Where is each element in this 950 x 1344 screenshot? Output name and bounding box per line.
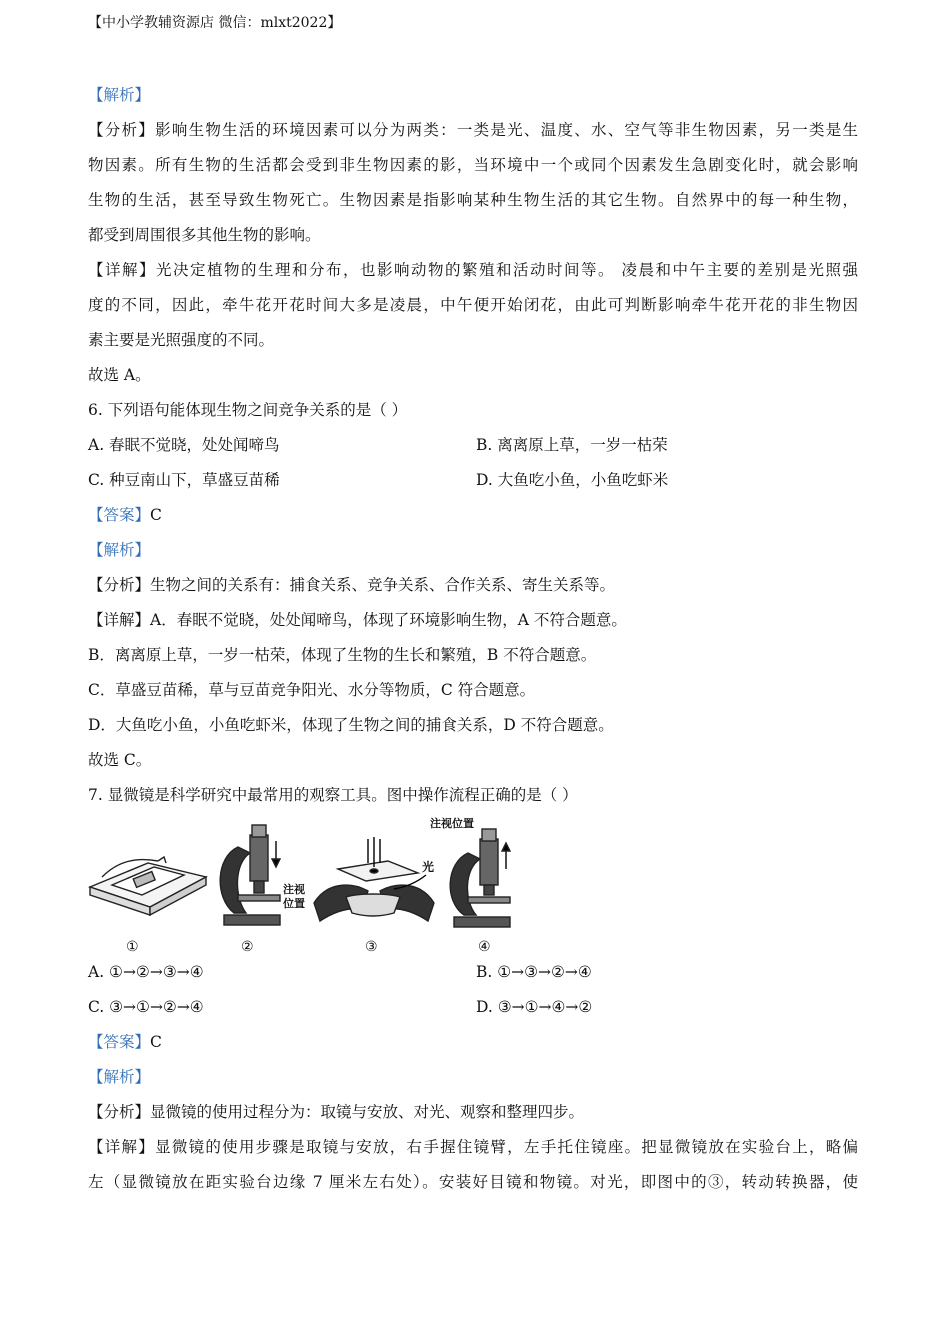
q7-option-c: C. ③→①→②→④ (88, 998, 204, 1016)
q6-option-a: A. 春眠不觉晓，处处闻啼鸟 (88, 436, 280, 454)
q7-options-row-1 (88, 955, 858, 990)
q7-options-row-2 (88, 990, 858, 1025)
q7-option-d: D. ③→①→④→② (476, 998, 593, 1016)
step-label-3: ③ (365, 939, 378, 955)
q6-options-row-1 (88, 428, 858, 463)
q6-answer-value: C (150, 506, 162, 524)
step-4-fixation-label: 注视位置 (430, 817, 474, 830)
step-label-1: ① (126, 939, 139, 955)
q7-answer-tag: 【答案】 (88, 1033, 151, 1051)
q5-fenxi-line: 物因素。所有生物的生活都会受到非生物因素的影，当环境中一个或同个因素发生急剧变化时，就会影响 (88, 156, 858, 174)
q6-fenxi: 【分析】生物之间的关系有：捕食关系、竞争关系、合作关系、寄生关系等。 (88, 576, 616, 594)
step-2-lowering-tube (220, 825, 280, 925)
q7-answer-line (88, 1025, 858, 1060)
q6-conclusion: 故选 C。 (88, 751, 152, 769)
step-3-light-adjustment (314, 837, 434, 921)
microscope-steps-illustration (88, 817, 528, 955)
q7-xiangjie-line: 左（显微镜放在距实验台边缘 7 厘米左右处）。安装好目镜和物镜。对光，即图中的③，转动转换器，使 (88, 1173, 858, 1191)
q6-option-d: D. 大鱼吃小鱼，小鱼吃虾米 (476, 471, 669, 489)
step-label-4: ④ (478, 939, 491, 955)
q7-fenxi: 【分析】显微镜的使用过程分为：取镜与安放、对光、观察和整理四步。 (88, 1103, 585, 1121)
q6-option-c: C. 种豆南山下，草盛豆苗稀 (88, 471, 280, 489)
q6-answer-line (88, 498, 858, 533)
step-1-slide-preparation (90, 857, 206, 915)
q7-xiangjie-line: 【详解】显微镜的使用步骤是取镜与安放，右手握住镜臂，左手托住镜座。把显微镜放在实验台上，略偏 (88, 1138, 858, 1156)
step-3-light-label: 光 (422, 860, 435, 874)
q6-xiangjie-line: C．草盛豆苗稀，草与豆苗竞争阳光、水分等物质，C 符合题意。 (88, 681, 536, 699)
step-2-fixation-label-2: 位置 (283, 897, 305, 910)
q5-xiangjie-line: 素主要是光照强度的不同。 (88, 331, 275, 349)
q7-stem: 7. 显微镜是科学研究中最常用的观察工具。图中操作流程正确的是（ ） (88, 786, 578, 804)
q7-option-b: B. ①→③→②→④ (476, 963, 592, 981)
q7-answer-value: C (150, 1033, 162, 1051)
q6-xiangjie-line: D．大鱼吃小鱼，小鱼吃虾米，体现了生物之间的捕食关系，D 不符合题意。 (88, 716, 614, 734)
q6-answer-tag: 【答案】 (88, 506, 151, 524)
document-body (88, 78, 858, 1200)
q5-fenxi-line: 生物的生活，甚至导致生物死亡。生物因素是指影响某种生物生活的其它生物。自然界中的每一种生物， (88, 191, 858, 209)
step-2-fixation-label-1: 注视 (283, 883, 305, 896)
q5-xiangjie-line: 度的不同，因此，牵牛花开花时间大多是凌晨，中午便开始闭花，由此可判断影响牵牛花开花的非生物因 (88, 296, 858, 314)
step-4-raising-tube (450, 829, 510, 927)
q6-stem: 6. 下列语句能体现生物之间竞争关系的是（ ） (88, 401, 408, 419)
q6-jiexi-tag: 【解析】 (88, 541, 151, 559)
q6-xiangjie-line: B．离离原上草，一岁一枯荣，体现了生物的生长和繁殖，B 不符合题意。 (88, 646, 597, 664)
q5-fenxi-line: 都受到周围很多其他生物的影响。 (88, 226, 321, 244)
q5-fenxi-line: 【分析】影响生物生活的环境因素可以分为两类：一类是光、温度、水、空气等非生物因素，另一类是生 (88, 121, 858, 139)
page-header: 【中小学教辅资源店 微信：mlxt2022】 (88, 15, 342, 31)
microscope-steps-figure (88, 817, 858, 955)
q5-jiexi-tag: 【解析】 (88, 86, 151, 104)
q6-xiangjie-line: 【详解】A．春眠不觉晓，处处闻啼鸟，体现了环境影响生物，A 不符合题意。 (88, 611, 627, 629)
q7-option-a: A. ①→②→③→④ (88, 963, 204, 981)
q6-option-b: B. 离离原上草，一岁一枯荣 (476, 436, 668, 454)
q5-xiangjie-line: 【详解】光决定植物的生理和分布，也影响动物的繁殖和活动时间等。 凌晨和中午主要的差别是光照强 (88, 261, 858, 279)
q7-jiexi-tag: 【解析】 (88, 1068, 151, 1086)
q6-options-row-2 (88, 463, 858, 498)
step-label-2: ② (241, 939, 254, 955)
q5-conclusion: 故选 A。 (88, 366, 151, 384)
